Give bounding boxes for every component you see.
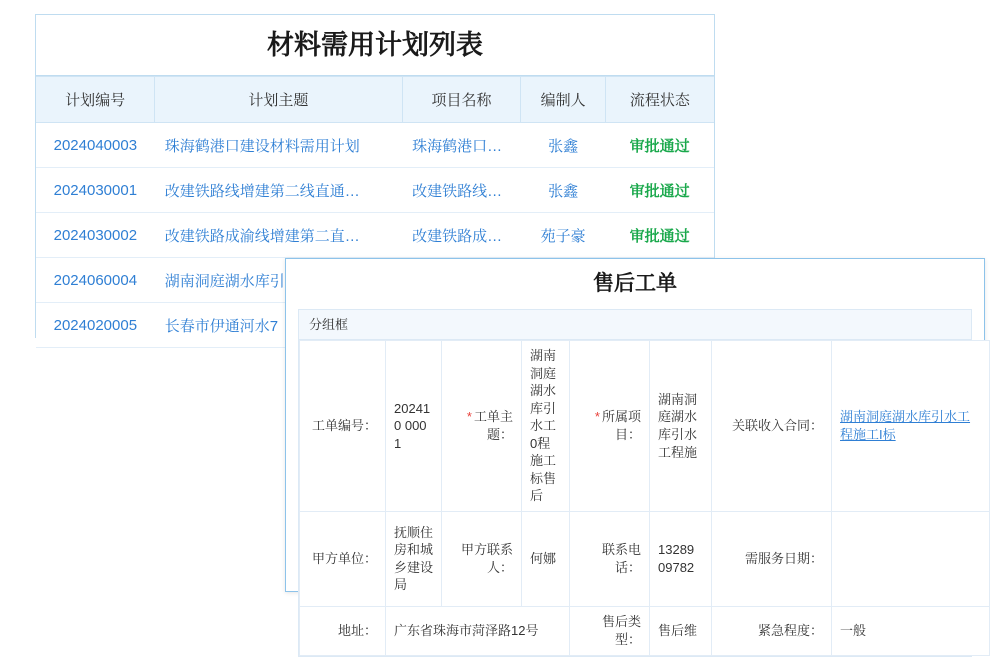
column-header-author[interactable]: 编制人 (521, 77, 605, 123)
contract-label: 关联收入合同： (712, 341, 832, 512)
cell-author: 苑子豪 (521, 213, 605, 258)
cell-code[interactable]: 2024020005 (36, 303, 155, 348)
party-a-label: 甲方单位： (300, 511, 386, 606)
order-no-value[interactable]: 202410 0001 (386, 341, 442, 512)
party-a-contact-label: 甲方联系人： (442, 511, 522, 606)
service-date-value[interactable] (832, 511, 990, 606)
order-topic-value[interactable]: 湖南洞庭湖水库引水工0程施工标售后 (522, 341, 570, 512)
cell-author: 张鑫 (521, 123, 605, 168)
dialog-title: 售后工单 (593, 272, 677, 295)
cell-topic[interactable]: 改建铁路成渝线增建第二直… (155, 213, 402, 258)
status-badge: 审批通过 (605, 168, 714, 213)
status-badge: 审批通过 (605, 213, 714, 258)
cell-topic[interactable]: 改建铁路线增建第二线直通… (155, 168, 402, 213)
cell-code[interactable]: 2024030002 (36, 213, 155, 258)
phone-value[interactable]: 13289 09782 (650, 511, 712, 606)
order-topic-label-text: 工单主题： (473, 409, 513, 442)
form-row (300, 606, 990, 655)
cell-code[interactable]: 2024060004 (36, 258, 155, 303)
table-row[interactable] (36, 168, 714, 213)
work-order-form (298, 339, 972, 657)
after-sales-work-order-dialog (285, 258, 985, 647)
required-marker-icon: * (594, 409, 600, 425)
page-title: 材料需用计划列表 (36, 15, 714, 76)
cell-code[interactable]: 2024040003 (36, 123, 155, 168)
phone-label: 联系电话： (570, 511, 650, 606)
table-row[interactable] (36, 213, 714, 258)
cell-topic[interactable]: 珠海鹤港口建设材料需用计划 (155, 123, 402, 168)
urgency-value[interactable]: 一般 (832, 606, 990, 655)
cell-code[interactable]: 2024030001 (36, 168, 155, 213)
cell-author: 张鑫 (521, 168, 605, 213)
urgency-label: 紧急程度： (712, 606, 832, 655)
required-marker-icon: * (466, 409, 472, 425)
cell-topic[interactable]: 湖南洞庭湖水库引 (155, 258, 402, 303)
order-topic-label (442, 341, 522, 512)
table-row[interactable] (36, 123, 714, 168)
service-date-label: 需服务日期： (712, 511, 832, 606)
cell-project[interactable]: 改建铁路线… (402, 168, 521, 213)
order-no-label: 工单编号： (300, 341, 386, 512)
project-value[interactable]: 湖南洞庭湖水库引水工程施 (650, 341, 712, 512)
form-row (300, 341, 990, 512)
contract-link[interactable]: 湖南洞庭湖水库引水工程施工I标 (840, 409, 971, 442)
form-row (300, 511, 990, 606)
column-header-code[interactable]: 计划编号 (36, 77, 155, 123)
cell-project[interactable]: 改建铁路成… (402, 213, 521, 258)
cell-topic[interactable]: 长春市伊通河水7 (155, 303, 402, 348)
group-box-label: 分组框 (298, 309, 972, 339)
project-label-text: 所属项目： (601, 409, 641, 442)
contract-value[interactable] (832, 341, 990, 512)
party-a-value[interactable]: 抚顺住房和城乡建设局 (386, 511, 442, 606)
column-header-status[interactable]: 流程状态 (605, 77, 714, 123)
work-order-field-table (299, 340, 990, 656)
after-sale-type-label: 售后类型： (570, 606, 650, 655)
project-label (570, 341, 650, 512)
address-value[interactable]: 广东省珠海市菏泽路12号 (386, 606, 570, 655)
cell-project[interactable]: 珠海鹤港口… (402, 123, 521, 168)
address-label: 地址： (300, 606, 386, 655)
column-header-topic[interactable]: 计划主题 (155, 77, 402, 123)
party-a-contact-value[interactable]: 何娜 (522, 511, 570, 606)
column-header-project[interactable]: 项目名称 (402, 77, 521, 123)
status-badge: 审批通过 (605, 123, 714, 168)
table-header-row (36, 77, 714, 123)
after-sale-type-value[interactable]: 售后维 (650, 606, 712, 655)
